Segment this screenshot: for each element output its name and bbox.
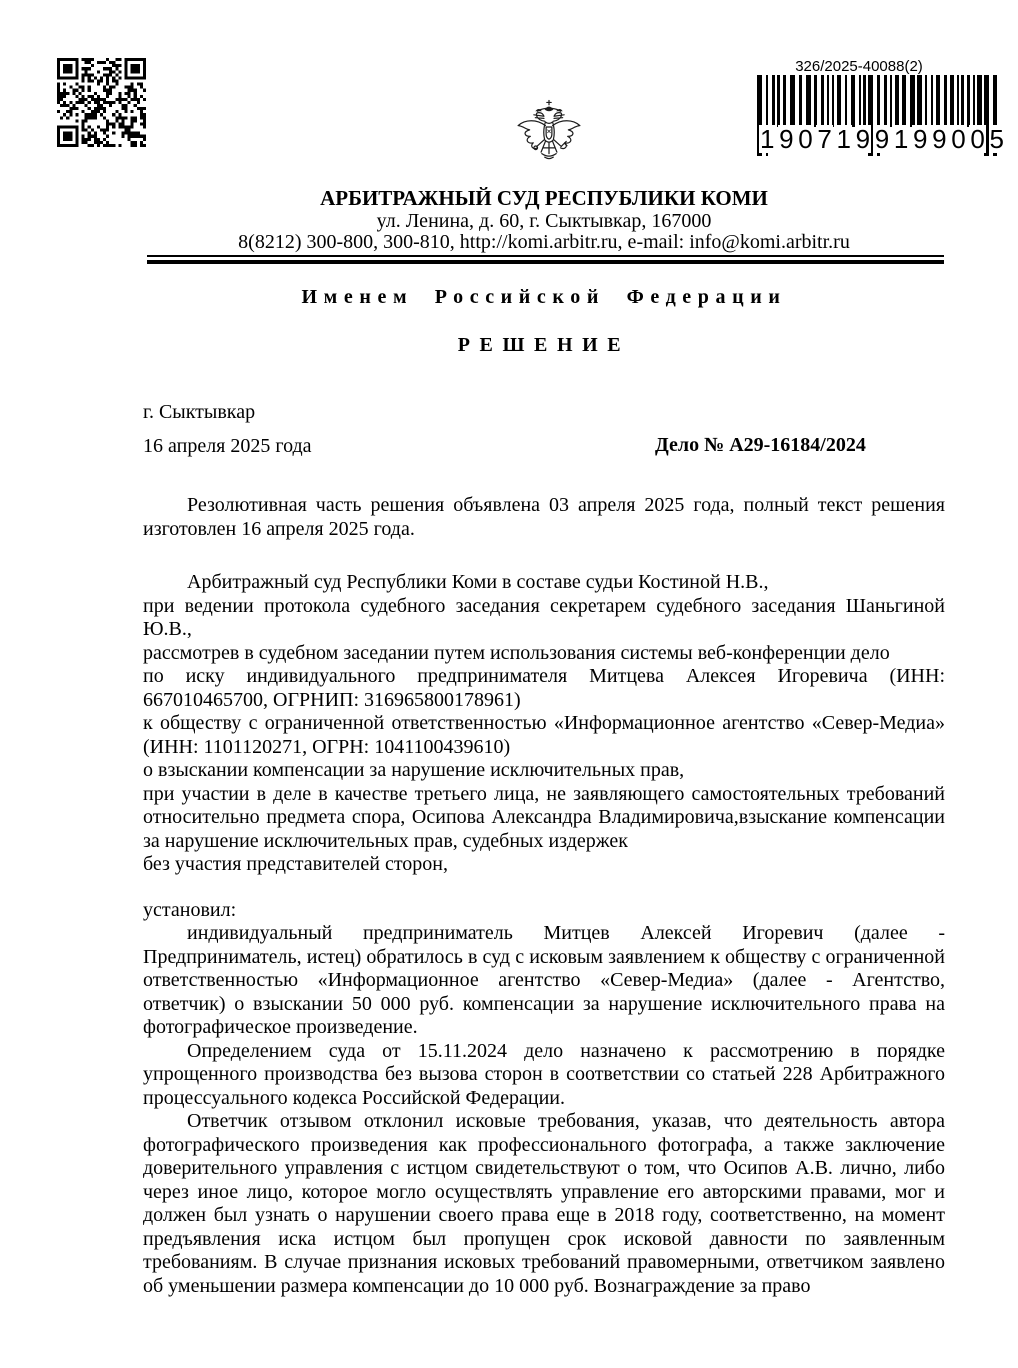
barcode-digit: 9 [932, 124, 947, 154]
paragraph: Резолютивная часть решения объявлена 03 апреля 2025 года, полный текст решения изготовлен 16 апреля 2025 года. [143, 494, 945, 540]
heading-decision: РЕШЕНИЕ [457, 334, 631, 356]
barcode-bar [772, 75, 775, 127]
barcode-bar [944, 75, 947, 127]
barcode-digit: 5 [989, 124, 1004, 154]
court-header [143, 186, 945, 253]
barcode-icon [757, 75, 1007, 156]
barcode-bar [845, 75, 847, 127]
barcode-digit: 0 [798, 124, 813, 154]
paragraph: Определением суда от 15.11.2024 дело назначено к рассмотрению в порядке упрощенного производства без вызова сторон в соответствии со статьей 228 Арбитражного процессуального кодекса Российской Федерации. [143, 1039, 945, 1109]
paragraph: Арбитражный суд Республики Коми в составе судьи Костиной Н.В., [187, 571, 769, 593]
barcode-digit: 1 [893, 124, 909, 154]
barcode-label: 326/2025-40088(2) [795, 58, 923, 75]
paragraph: о взыскании компенсации за нарушение исключительных прав, [143, 759, 685, 781]
barcode-bar [884, 75, 887, 127]
paragraph: индивидуальный предприниматель Митцев Алексей Игоревич (далее - Предприниматель, истец) обратилось в суд с исковым заявлением к обществу с ограниченной ответственностью «Информационное агентство «Север-Медиа» (далее - Агентство, ответчик) о взыскании 50 000 руб. компенсации за нарушение исключительного права на фотографическое произведение. [143, 922, 945, 1038]
barcode-bar [950, 75, 954, 127]
case-number: Дело № А29-16184/2024 [655, 434, 866, 456]
barcode-bar [931, 75, 933, 127]
barcode-digit: 0 [970, 124, 985, 154]
barcode-bar [890, 75, 892, 127]
barcode-bar [863, 75, 866, 127]
paragraph: рассмотрев в судебном заседании путем использования системы веб-конференции дело [143, 641, 890, 664]
barcode-bar [961, 75, 964, 127]
barcode-bar [910, 75, 915, 127]
barcode-bar [859, 75, 861, 127]
barcode-digit: 1 [836, 124, 851, 154]
court-contacts: 8(8212) 300-800, 300-810, http://komi.arbitr.ru, e-mail: info@komi.arbitr.ru [238, 231, 850, 253]
barcode-bar [936, 75, 940, 127]
paragraph: установил: [143, 898, 237, 921]
barcode-bar [827, 75, 829, 127]
barcode-bar [967, 75, 970, 127]
barcode-bar [977, 75, 982, 127]
barcode-bar [783, 75, 786, 127]
qr-code-icon [57, 58, 146, 147]
barcode-bar [917, 75, 922, 127]
court-address: ул. Ленина, д. 60, г. Сыктывкар, 167000 [376, 210, 712, 232]
heading-in-the-name: Именем Российской Федерации [301, 286, 787, 308]
paragraph: к обществу с ограниченной ответственностью «Информационное агентство «Север-Медиа» (ИНН: 1101120271, ОГРН: 1041100439610) [143, 712, 945, 758]
barcode-digit: 1 [760, 124, 775, 154]
barcode-bar [851, 75, 855, 127]
barcode-bar [799, 75, 802, 127]
barcode-digit: 0 [951, 124, 966, 154]
case-city: г. Сыктывкар [143, 401, 256, 423]
barcode-digits [759, 125, 1005, 153]
paragraph: при участии в деле в качестве третьего лица, не заявляющего самостоятельных требований относительно предмета спора, Осипова Александра Владимировича,взыскание компенсации за нарушение исключительных прав, судебных издержек [143, 782, 945, 852]
barcode-bar [925, 75, 927, 127]
barcode-bar [814, 75, 817, 127]
barcode-bar [973, 75, 975, 127]
barcode-bar [821, 75, 824, 127]
barcode-digit: 9 [913, 124, 928, 154]
barcode-bar [895, 75, 899, 127]
barcode-bar [832, 75, 834, 127]
body-text [143, 494, 945, 1298]
barcode-bar [837, 75, 841, 127]
russia-coat-of-arms-icon [512, 99, 586, 178]
paragraph: при ведении протокола судебного заседания секретарем судебного заседания Шаньгиной Ю.В., [143, 594, 945, 640]
separator-double-rule [147, 255, 944, 264]
case-date: 16 апреля 2025 года [143, 435, 312, 457]
barcode-bar [806, 75, 811, 127]
barcode-digit: 9 [779, 124, 794, 154]
barcode-digit: 7 [817, 124, 832, 154]
paragraph: Ответчик отзывом отклонил исковые требования, указав, что деятельность автора фотографического произведения как профессионального фотографа, а также заключение доверительного управления с истцом свидетельствуют о том, что Осипов А.В. лично, либо через иное лицо, которое могло осуществлять управление его авторскими правами, мог и должен был узнать о нарушении своего права еще в 2018 году, соответственно, на момент предъявления иска истцом был пропущен срок исковой давности по заявленным требованиям. В случае признания исковых требований правомерными, ответчиком заявлено об уменьшении размера компенсации до 10 000 руб. Вознаграждение за право [143, 1110, 945, 1297]
barcode-digit: 9 [874, 124, 890, 154]
barcode-bar [790, 75, 795, 127]
barcode-bar [957, 75, 959, 127]
barcode-digit: 9 [855, 124, 871, 154]
paragraph: без участия представителей сторон, [143, 853, 448, 875]
court-name: АРБИТРАЖНЫЙ СУД РЕСПУБЛИКИ КОМИ [320, 186, 768, 210]
barcode-bar [777, 75, 780, 127]
barcode-bar [902, 75, 906, 127]
paragraph: по иску индивидуального предпринимателя Митцева Алексея Игоревича (ИНН: 667010465700, ОГРНИП: 316965800178961) [143, 665, 945, 711]
